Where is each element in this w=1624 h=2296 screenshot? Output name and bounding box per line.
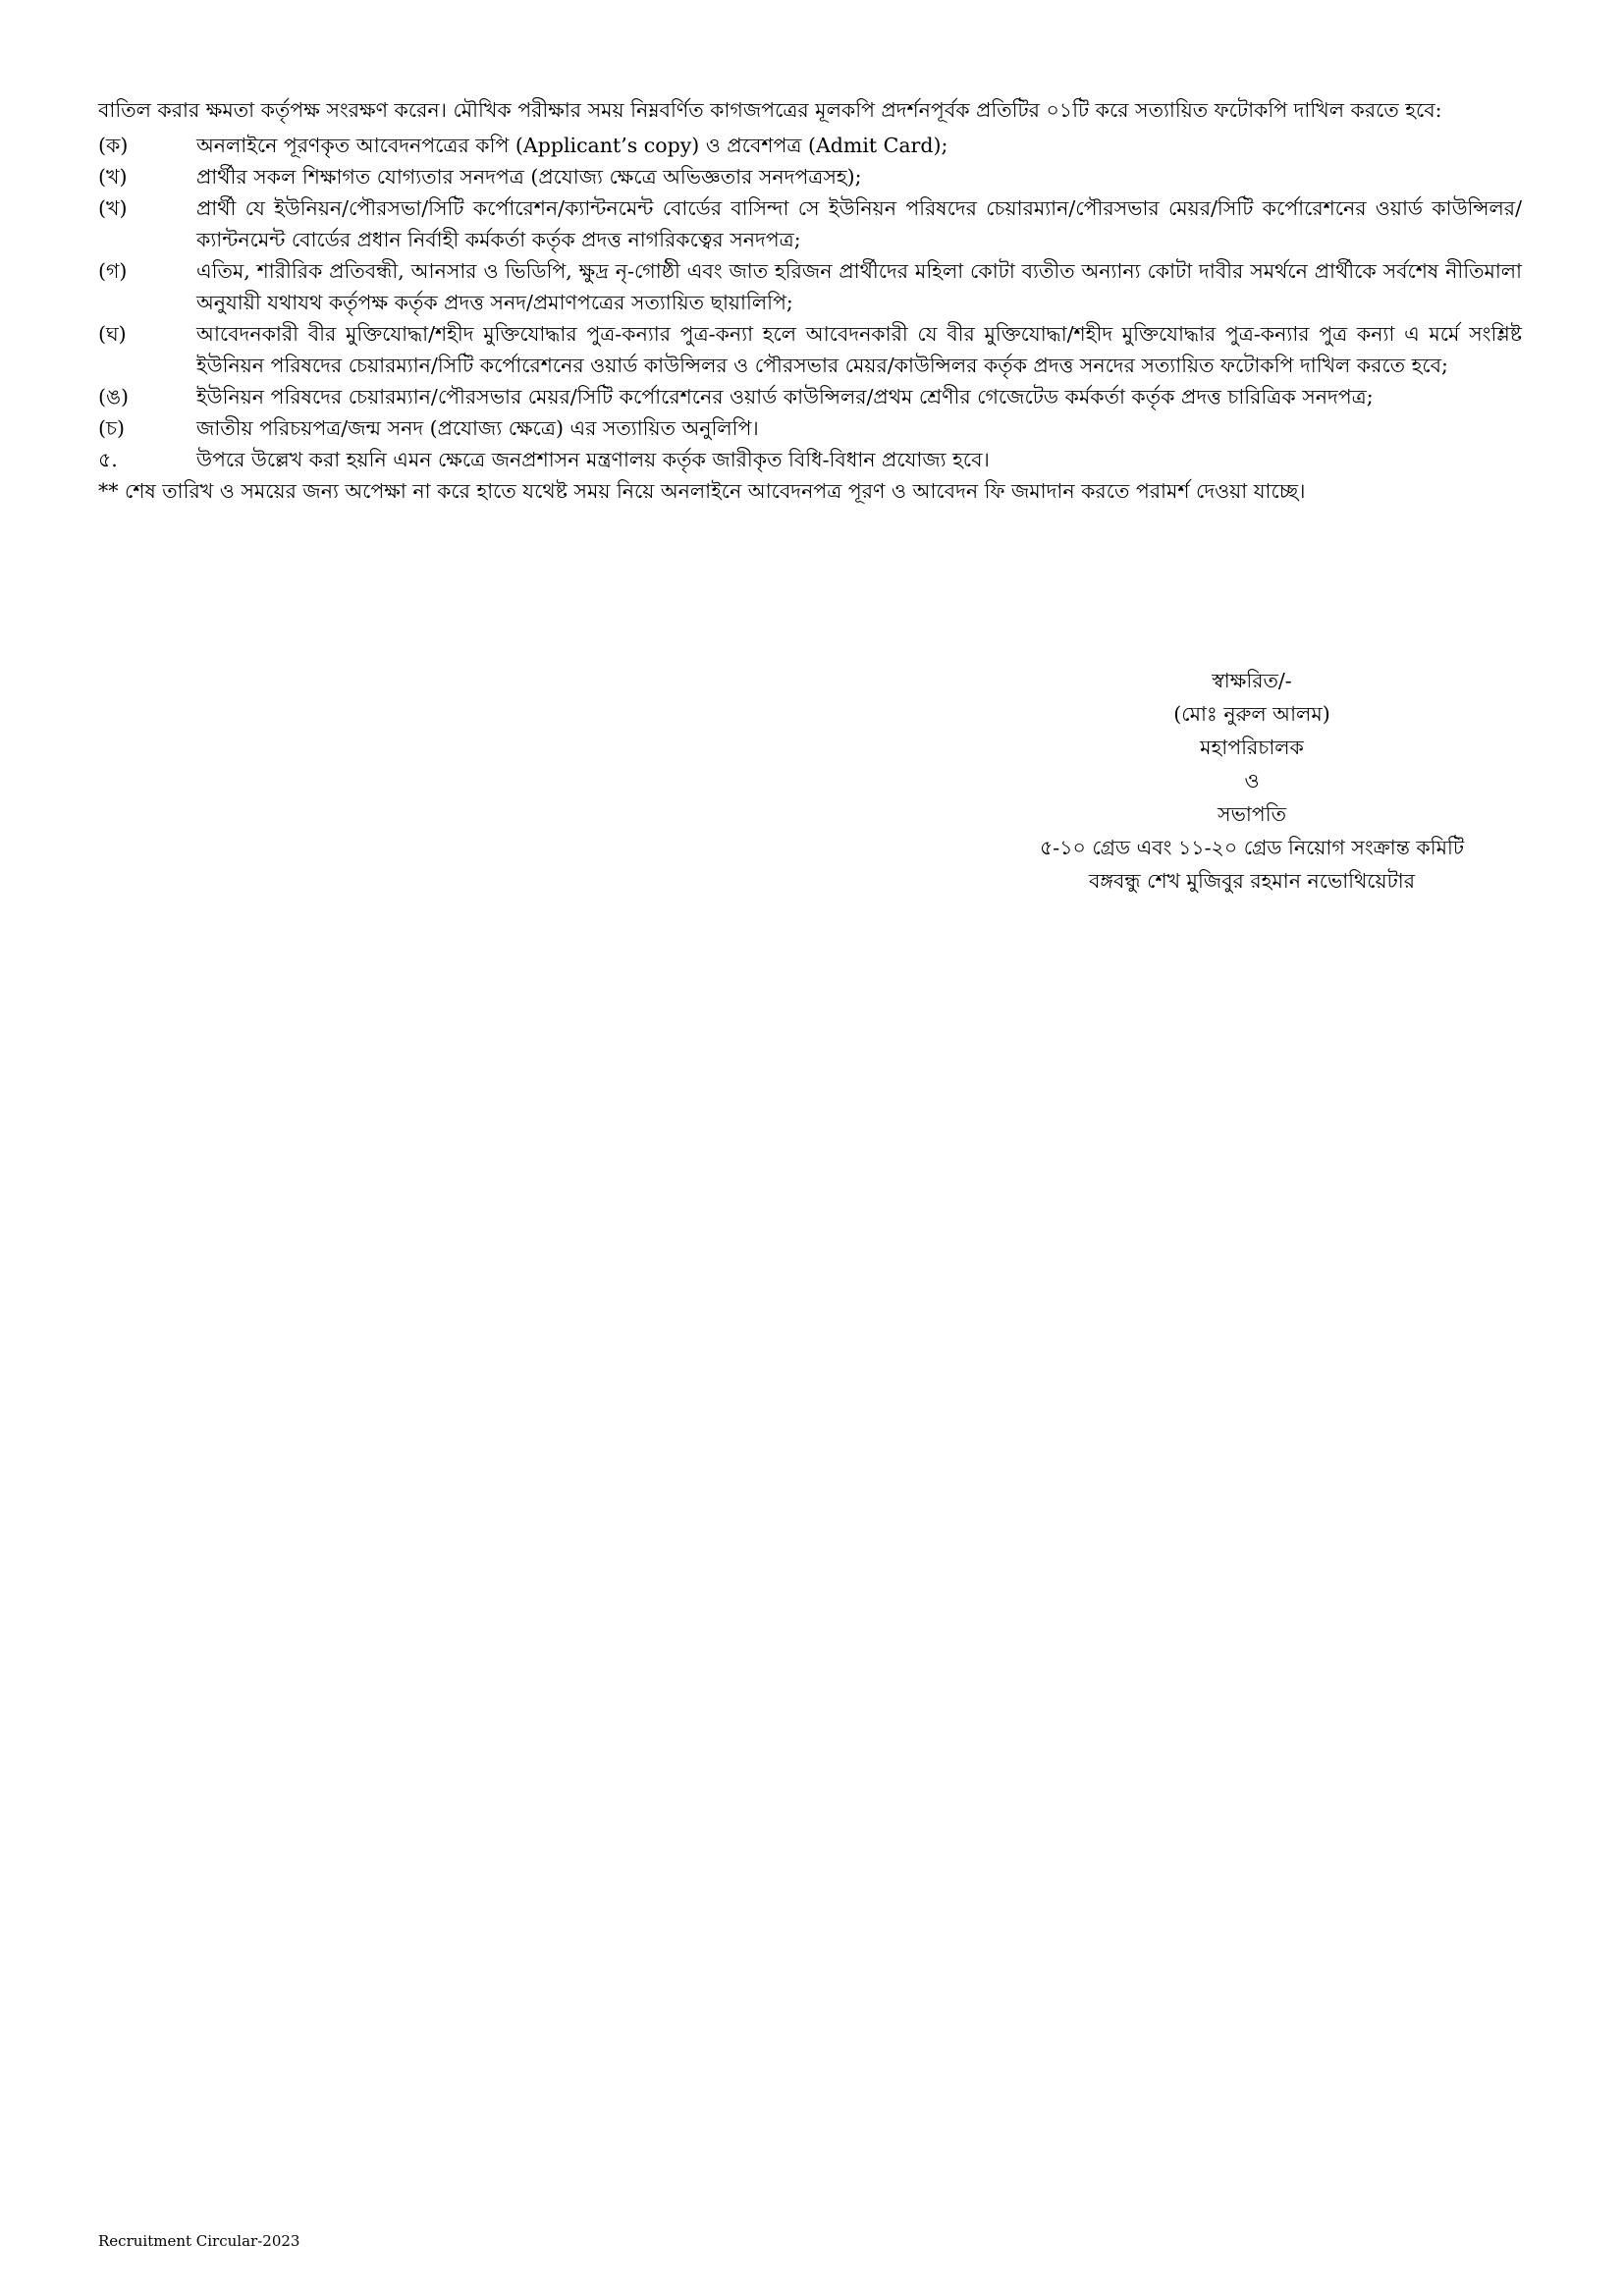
item-marker: (ঙ) — [98, 385, 130, 409]
list-item — [98, 161, 1522, 192]
item-text: প্রার্থীর সকল শিক্ষাগত যোগ্যতার সনদপত্র (প্রযোজ্য ক্ষেত্রে অভিজ্ঞতার সনদপত্রসহ); — [196, 165, 862, 189]
item-marker: ৫. — [98, 448, 118, 471]
list-item — [98, 381, 1522, 412]
item-text: এতিম, শারীরিক প্রতিবন্ধী, আনসার ও ভিডিপি, ক্ষুদ্র নৃ-গোষ্ঠী এবং জাত হরিজন প্রার্থীদের মহিলা কোটা ব্যতীত অন্যান্য কোটা দাবীর সমর্থনে প্রার্থীকে সর্বশেষ নীতিমালা অনুযায়ী যথাযথ কর্তৃপক্ষ কর্তৃক প্রদত্ত সনদ/প্রমাণপত্রের সত্যায়িত ছায়ালিপি; — [196, 259, 1522, 314]
signatory-conjunction: ও — [1244, 769, 1260, 793]
item-marker: (ঘ) — [98, 322, 127, 346]
circular-body — [98, 94, 1522, 507]
list-item — [98, 130, 1522, 161]
intro-paragraph: বাতিল করার ক্ষমতা কর্তৃপক্ষ সংরক্ষণ করেন। মৌখিক পরীক্ষার সময় নিম্নবর্ণিত কাগজপত্রের মূলকপি প্রদর্শনপূর্বক প্রতিটির ০১টি করে সত্যায়িত ফটোকপি দাখিল করতে হবে: — [98, 98, 1442, 122]
list-item — [98, 192, 1522, 255]
item-text: উপরে উল্লেখ করা হয়নি এমন ক্ষেত্রে জনপ্রশাসন মন্ত্রণালয় কর্তৃক জারীকৃত বিধি-বিধান প্রযোজ্য হবে। — [196, 448, 990, 471]
list-item — [98, 318, 1522, 381]
organization-name: বঙ্গবন্ধু শেখ মুজিবুর রহমান নভোথিয়েটার — [1088, 869, 1416, 893]
signature-block — [982, 664, 1522, 898]
list-item — [98, 412, 1522, 444]
item-text: জাতীয় পরিচয়পত্র/জন্ম সনদ (প্রযোজ্য ক্ষেত্রে) এর সত্যায়িত অনুলিপি। — [196, 416, 759, 440]
item-text: প্রার্থী যে ইউনিয়ন/পৌরসভা/সিটি কর্পোরেশন/ক্যান্টনমেন্ট বোর্ডের বাসিন্দা সে ইউনিয়ন পরিষদের চেয়ারম্যান/পৌরসভার মেয়র/সিটি কর্পোরেশনের ওয়ার্ড কাউন্সিলর/ক্যান্টনমেন্ট বোর্ডের প্রধান নির্বাহী কর্মকর্তা কর্তৃক প্রদত্ত নাগরিকত্বের সনদপত্র; — [196, 196, 1522, 251]
advisory-note: ** শেষ তারিখ ও সময়ের জন্য অপেক্ষা না করে হাতে যথেষ্ট সময় নিয়ে অনলাইনে আবেদনপত্র পূরণ ও আবেদন ফি জমাদান করতে পরামর্শ দেওয়া যাচ্ছে। — [98, 479, 1306, 503]
list-item — [98, 444, 1522, 475]
item-marker: (খ) — [98, 165, 128, 189]
signatory-name: (মোঃ নুরুল আলম) — [1173, 702, 1330, 726]
page-footer: Recruitment Circular-2023 — [98, 2232, 300, 2250]
item-text: আবেদনকারী বীর মুক্তিযোদ্ধা/শহীদ মুক্তিযোদ্ধার পুত্র-কন্যার পুত্র-কন্যা হলে আবেদনকারী যে বীর মুক্তিযোদ্ধা/শহীদ মুক্তিযোদ্ধার পুত্র-কন্যার পুত্র কন্যা এ মর্মে সংশ্লিষ্ট ইউনিয়ন পরিষদের চেয়ারম্যান/সিটি কর্পোরেশনের ওয়ার্ড কাউন্সিলর ও পৌরসভার মেয়র/কাউন্সিলর কর্তৃক প্রদত্ত সনদের সত্যায়িত ফটোকপি দাখিল করতে হবে; — [196, 322, 1522, 377]
item-text: অনলাইনে পূরণকৃত আবেদনপত্রের কপি (Applicant’s copy) ও প্রবেশপত্র (Admit Card); — [196, 134, 948, 157]
signatory-designation: মহাপরিচালক — [1200, 736, 1304, 759]
signatory-role: সভাপতি — [1218, 802, 1286, 826]
signed-mark: স্বাক্ষরিত/- — [1212, 669, 1292, 692]
committee-name: ৫-১০ গ্রেড এবং ১১-২০ গ্রেড নিয়োগ সংক্রান্ত কমিটি — [1039, 836, 1464, 859]
item-marker: (ক) — [98, 134, 129, 157]
item-marker: (খ) — [98, 196, 128, 220]
item-text: ইউনিয়ন পরিষদের চেয়ারম্যান/পৌরসভার মেয়র/সিটি কর্পোরেশনের ওয়ার্ড কাউন্সিলর/প্রথম শ্রেণীর গেজেটেড কর্মকর্তা কর্তৃক প্রদত্ত চারিত্রিক সনদপত্র; — [196, 385, 1374, 409]
list-item — [98, 255, 1522, 318]
item-marker: (গ) — [98, 259, 128, 283]
item-marker: (চ) — [98, 416, 126, 440]
